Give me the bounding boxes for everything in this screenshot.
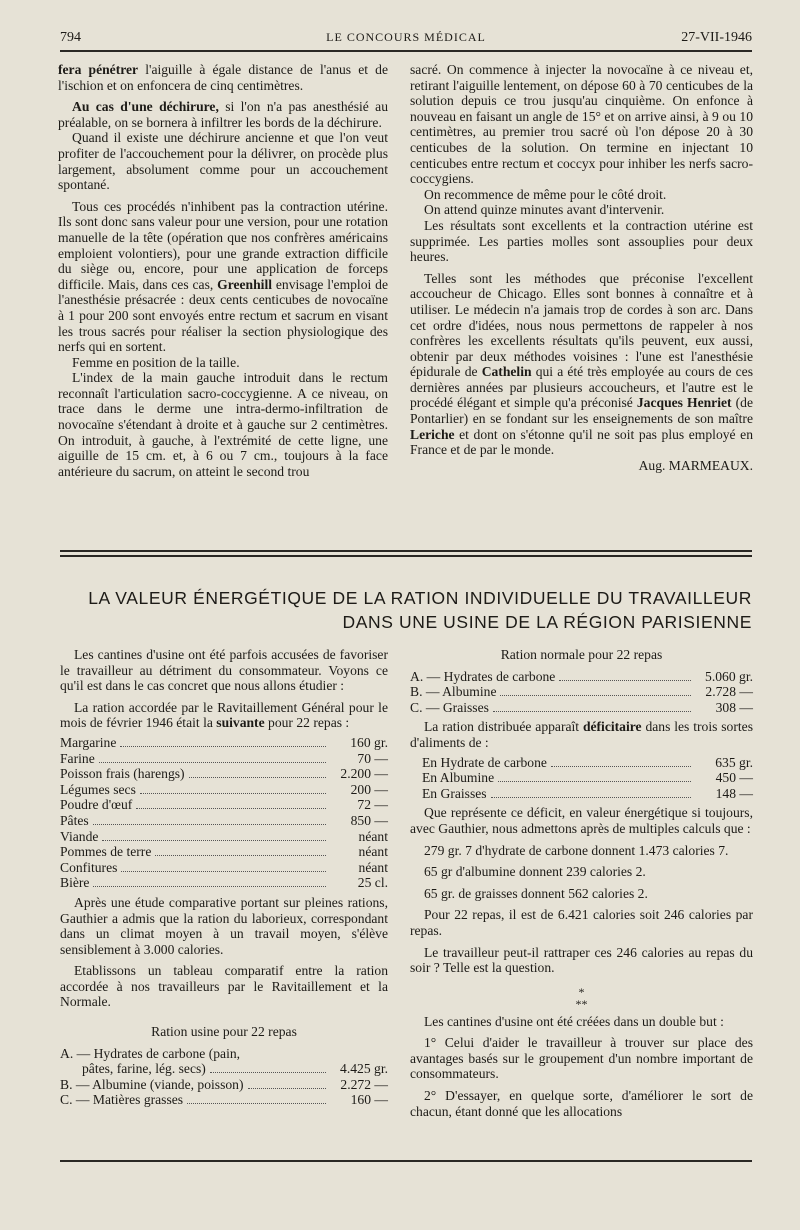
table-row: En Hydrate de carbone 635 gr. [422,754,753,770]
list-item: Poisson frais (harengs) 2.200 — [60,766,388,782]
list-item: Farine 70 — [60,750,388,766]
list-item: Viande néant [60,828,388,844]
paragraph: Femme en position de la taille. [72,354,240,370]
paragraph: Les cantines d'usine ont été parfois accusées de favoriser le travailleur au détriment du consommateur. Voyons ce qu'il est dans le cas concret que nous allons étudier : [60,647,388,694]
table-row: A. — Hydrates de carbone (pain, [60,1045,241,1061]
page-header [60,30,752,50]
paragraph: La ration distribuée apparaît déficitaire dans les trois sortes d'aliments de : [410,719,753,750]
table-row: pâtes, farine, lég. secs) 4.425 gr. [82,1061,388,1077]
issue-date: 27-VII-1946 [681,30,752,45]
paragraph: 65 gr d'albumine donnent 239 calories 2. [424,864,646,880]
table-row: B. — Albumine 2.728 — [410,684,753,700]
table-title: Ration usine pour 22 repas [151,1024,297,1040]
paragraph: 65 gr. de graisses donnent 562 calories 2. [424,885,648,901]
table-row: C. — Matières grasses 160 — [60,1092,388,1108]
paragraph: Tous ces procédés n'inhibent pas la contraction utérine. Ils sont donc sans valeur pour une version, pour une rotation manuelle de la tête (opération que nos confrères américains emploient volontiers), pour une grande extraction difficile du siège ou, encore, pour une application de forceps difficile. Mais, dans ces cas, Greenhill envisage l'emploi de l'anesthésie présacrée : deux cents centicubes de novocaïne à 1 pour 200 sont envoyés entre rectum et sacrum en visant les trous sacrés pour réaliser la section physiologique des nerfs qui en sortent. [58,198,388,355]
footer-rule [60,1160,752,1162]
list-item: Poudre d'œuf 72 — [60,797,388,813]
paragraph: Que représente ce déficit, en valeur énergétique si toujours, avec Gauthier, nous admettons après de multiples calculs que : [410,805,753,836]
section-rule [60,550,752,552]
paragraph: Telles sont les méthodes que préconise l'excellent accoucheur de Chicago. Elles sont bonnes à connaître et à utiliser. Le médecin n'a jamais trop de cordes à son arc. Dans cet ordre d'idées, nous nous permettons de rappeler à nos confrères les excellents résultats qu'ils peuvent, eux aussi, obtenir par deux méthodes voisines : l'une est l'anesthésie épidurale de Cathelin qui a été très employée au cours de ces dernières années par plusieurs accoucheurs, et l'autre est le procédé élégant et simple qu'a préconisé Jacques Henriet (de Pontarlier) en se fondant sur les enseignements de son maître Leriche et dont on s'étonne qu'il ne soit pas plus employé en France et de par le monde. [410,270,753,458]
article-title-line-2: DANS UNE USINE DE LA RÉGION PARISIENNE [342,612,752,632]
normal-ration-table [410,669,753,716]
article-left-column [60,647,388,1112]
table-title: Ration normale pour 22 repas [500,647,663,662]
list-item: Margarine 160 gr. [60,734,388,750]
paragraph: sacré. On commence à injecter la novocaïne à ce niveau et, retirant l'aiguille lentement, on dépose 60 à 70 centicubes de la solution depuis ce trou jusqu'au cinquième. On enfonce à nouveau en faisant un angle de 15° et on arrive ainsi, à 9 ou 10 centimètres, au premier trou sacré où l'on dépose 20 à 30 centicubes de la solution. On termine en injectant 10 centicubes entre rectum et coccyx pour inhiber les nerfs sacro-coccygiens. [410,62,753,187]
paragraph: 2° D'essayer, en quelque sorte, d'améliorer le sort de chacun, étant donné que les allocations [410,1088,753,1119]
author-signature: Aug. MARMEAUX. [638,457,753,473]
list-item: Légumes secs 200 — [60,781,388,797]
deficit-table [422,755,753,802]
table-row: En Graisses 148 — [422,785,753,801]
paragraph: Au cas d'une déchirure, si l'on n'a pas anesthésié au préalable, on se bornera à infiltrer les bords de la déchirure. [58,99,389,130]
paragraph: Les cantines d'usine ont été créées dans un double but : [424,1013,724,1029]
paragraph: fera pénétrer l'aiguille à égale distance de l'anus et de l'ischion et on enfoncera de cinq centimètres. [58,62,388,93]
list-item: Pommes de terre néant [60,844,388,860]
usine-ration-table [60,1046,388,1108]
top-left-column [58,62,388,479]
ration-list [60,735,388,891]
paragraph: Après une étude comparative portant sur pleines rations, Gauthier a admis que la ration du laborieux, correspondant dans un climat moyen à un travail moyen, s'élève sensiblement à 3.000 calories. [60,894,388,957]
paragraph: Quand il existe une déchirure ancienne et que l'on veut profiter de l'accouchement pour la délivrer, on procède plus largement, absolument comme pour un accouchement spontané. [58,130,388,193]
paragraph: L'index de la main gauche introduit dans le rectum reconnaît l'articulation sacro-coccygienne. A ce niveau, on trace dans le derme une intra-dermo-infiltration de novocaïne s'étendant à droite et à gauche sur 2 centimètres. On introduit, à gauche, à l'extrémité de cette ligne, une aiguille de 15 cm. et, à 6 ou 7 cm., toujours à la face antérieure du sacrum, on atteint le second trou [58,370,388,479]
paragraph: Les résultats sont excellents et la contraction utérine est supprimée. Les parties molles sont assouplies pour deux heures. [410,217,753,265]
paragraph: 1° Celui d'aider le travailleur à trouver sur place des avantages basés sur le groupement d'un nombre important de consommateurs. [410,1035,753,1082]
list-item: Pâtes 850 — [60,812,388,828]
section-rule [60,555,752,557]
table-row: En Albumine 450 — [422,770,753,786]
list-item: Bière 25 cl. [60,875,388,891]
paragraph: 279 gr. 7 d'hydrate de carbone donnent 1.473 calories 7. [424,842,729,858]
paragraph: La ration accordée par le Ravitaillement Général pour le mois de février 1946 était la suivante pour 22 repas : [60,699,388,731]
header-rule [60,50,752,52]
top-right-column [410,62,753,473]
paragraph: On attend quinze minutes avant d'intervenir. [424,202,665,218]
article-right-column [410,647,753,1119]
list-item: Confitures néant [60,859,388,875]
paragraph: Pour 22 repas, il est de 6.421 calories soit 246 calories par repas. [410,907,753,938]
paragraph: Etablissons un tableau comparatif entre la ration accordée à nos travailleurs par le Ravitaillement et la Normale. [60,963,388,1010]
table-row: C. — Graisses 308 — [410,699,753,715]
table-row: A. — Hydrates de carbone 5.060 gr. [410,668,753,684]
page-number: 794 [60,30,81,45]
paragraph: Le travailleur peut-il rattraper ces 246 calories au repas du soir ? Telle est la question. [410,944,753,976]
table-row: B. — Albumine (viande, poisson) 2.272 — [60,1076,388,1092]
section-separator: * ** [575,984,588,1011]
article-title-line-1: LA VALEUR ÉNERGÉTIQUE DE LA RATION INDIVIDUELLE DU TRAVAILLEUR [88,588,752,608]
paragraph: On recommence de même pour le côté droit. [424,186,667,202]
journal-title: LE CONCOURS MÉDICAL [326,30,486,44]
